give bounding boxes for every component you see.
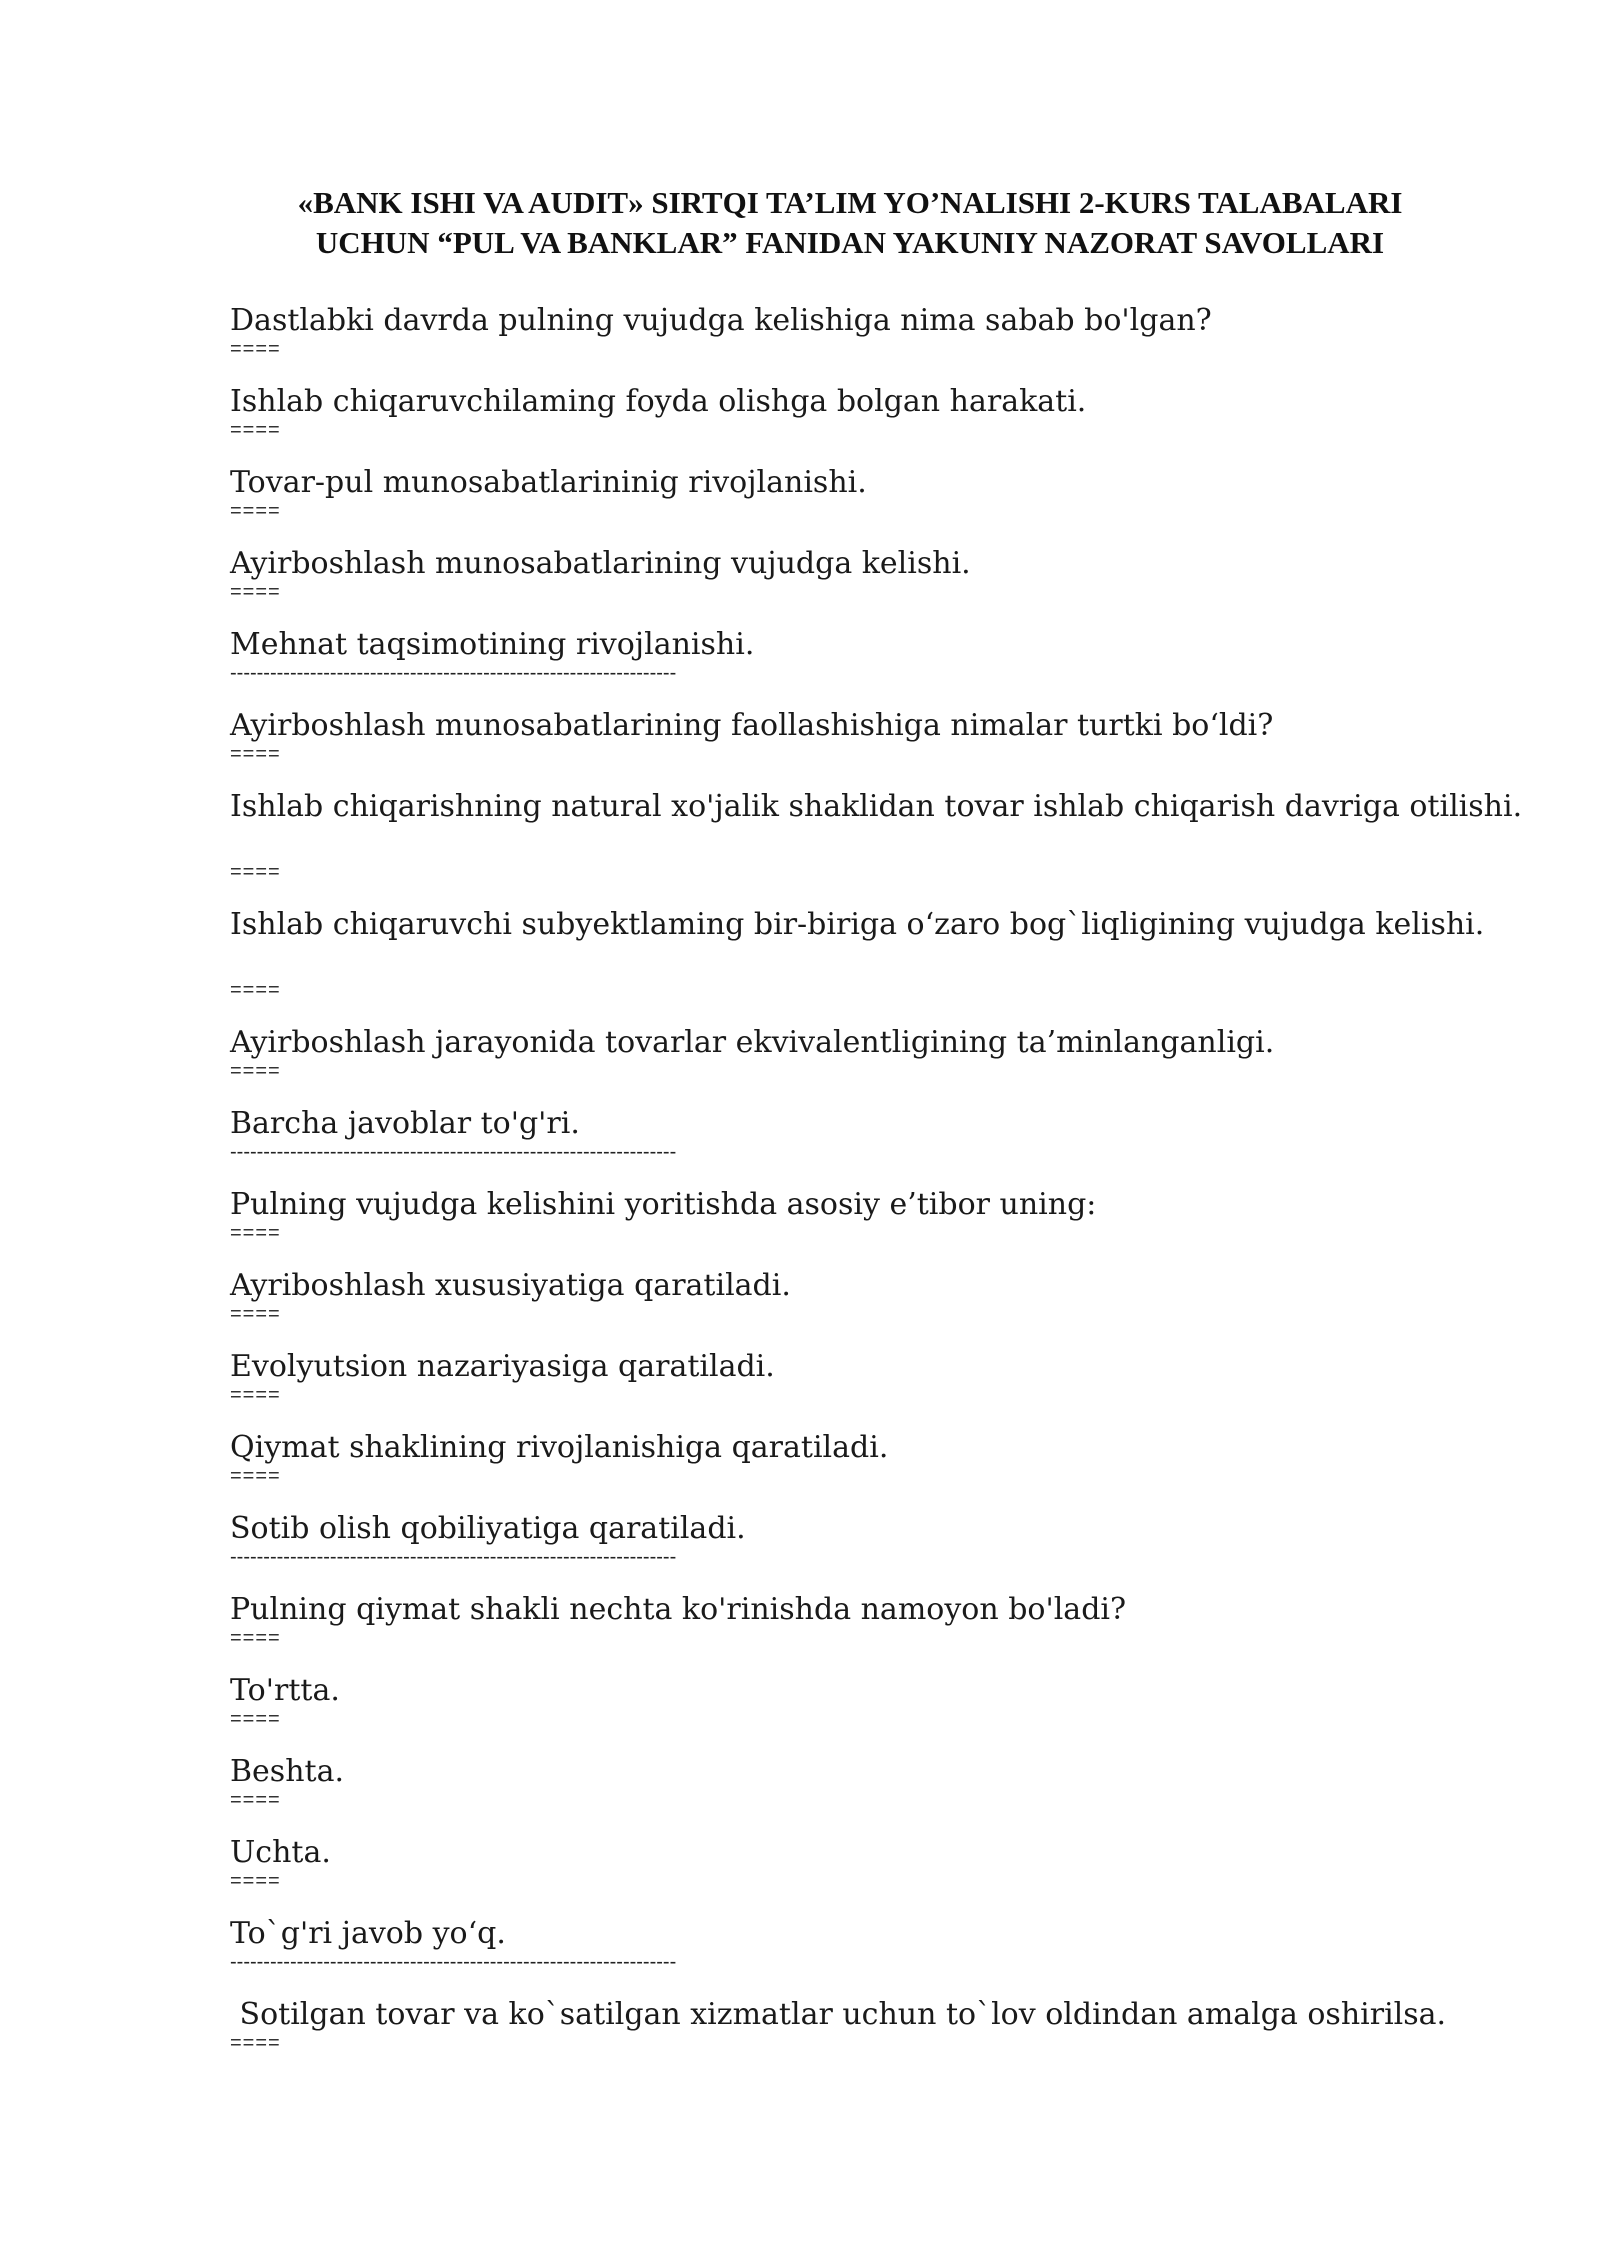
document-title bbox=[200, 183, 1500, 263]
answer-option: Ayirboshlash munosabatlarining vujudga kelishi. bbox=[230, 546, 971, 581]
answer-separator: ==== bbox=[230, 1627, 281, 1649]
answer-separator: ==== bbox=[230, 1222, 281, 1244]
answer-option: Uchta. bbox=[230, 1835, 331, 1870]
question-divider: ------------------------------------------------------------------- bbox=[230, 1141, 677, 1163]
answer-option: Barcha javoblar to'g'ri. bbox=[230, 1106, 580, 1141]
question-divider: ------------------------------------------------------------------- bbox=[230, 1546, 677, 1568]
question-text: Pulning vujudga kelishini yoritishda asosiy e’tibor uning: bbox=[230, 1187, 1097, 1222]
question-divider: ------------------------------------------------------------------- bbox=[230, 662, 677, 684]
answer-option: Evolyutsion nazariyasiga qaratiladi. bbox=[230, 1349, 775, 1384]
answer-separator: ==== bbox=[230, 861, 281, 883]
question-text: Pulning qiymat shakli nechta ko'rinishda namoyon bo'ladi? bbox=[230, 1592, 1127, 1627]
question-text: Dastlabki davrda pulning vujudga kelishiga nima sabab bo'lgan? bbox=[230, 303, 1212, 338]
answer-option: To`g'ri javob yo‘q. bbox=[230, 1916, 506, 1951]
title-line-2: UCHUN “PUL VA BANKLAR” FANIDAN YAKUNIY NAZORAT SAVOLLARI bbox=[315, 225, 1385, 260]
question-text: Ayirboshlash munosabatlarining faollashishiga nimalar turtki bo‘ldi? bbox=[230, 708, 1274, 743]
question-text: Sotilgan tovar va ko`satilgan xizmatlar uchun to`lov oldindan amalga oshirilsa. bbox=[230, 1997, 1447, 2032]
answer-option: Qiymat shaklining rivojlanishiga qaratiladi. bbox=[230, 1430, 889, 1465]
answer-option: Ishlab chiqaruvchi subyektlaming bir-biriga o‘zaro bog`liqligining vujudga kelishi. bbox=[230, 907, 1485, 942]
answer-separator: ==== bbox=[230, 1789, 281, 1811]
answer-separator: ==== bbox=[230, 2032, 281, 2054]
answer-option: Ishlab chiqaruvchilaming foyda olishga bolgan harakati. bbox=[230, 384, 1087, 419]
answer-separator: ==== bbox=[230, 1060, 281, 1082]
answer-separator: ==== bbox=[230, 1465, 281, 1487]
answer-separator: ==== bbox=[230, 338, 281, 360]
answer-separator: ==== bbox=[230, 1708, 281, 1730]
question-divider: ------------------------------------------------------------------- bbox=[230, 1951, 677, 1973]
answer-separator: ==== bbox=[230, 1870, 281, 1892]
answer-option: Beshta. bbox=[230, 1754, 344, 1789]
answer-separator: ==== bbox=[230, 1384, 281, 1406]
answer-option: Mehnat taqsimotining rivojlanishi. bbox=[230, 627, 755, 662]
answer-option: To'rtta. bbox=[230, 1673, 340, 1708]
answer-option: Tovar-pul munosabatlarininig rivojlanishi. bbox=[230, 465, 867, 500]
answer-separator: ==== bbox=[230, 500, 281, 522]
title-line-1: «BANK ISHI VA AUDIT» SIRTQI TA’LIM YO’NALISHI 2-KURS TALABALARI bbox=[297, 185, 1403, 220]
answer-option: Ayriboshlash xususiyatiga qaratiladi. bbox=[230, 1268, 791, 1303]
answer-option: Sotib olish qobiliyatiga qaratiladi. bbox=[230, 1511, 746, 1546]
answer-option: Ayirboshlash jarayonida tovarlar ekvivalentligining ta’minlanganligi. bbox=[230, 1025, 1275, 1060]
answer-separator: ==== bbox=[230, 419, 281, 441]
questions-list bbox=[230, 302, 1530, 2077]
answer-separator: ==== bbox=[230, 1303, 281, 1325]
answer-separator: ==== bbox=[230, 743, 281, 765]
answer-option: Ishlab chiqarishning natural xo'jalik shaklidan tovar ishlab chiqarish davriga otilishi. bbox=[230, 789, 1523, 824]
answer-separator: ==== bbox=[230, 581, 281, 603]
answer-separator: ==== bbox=[230, 979, 281, 1001]
